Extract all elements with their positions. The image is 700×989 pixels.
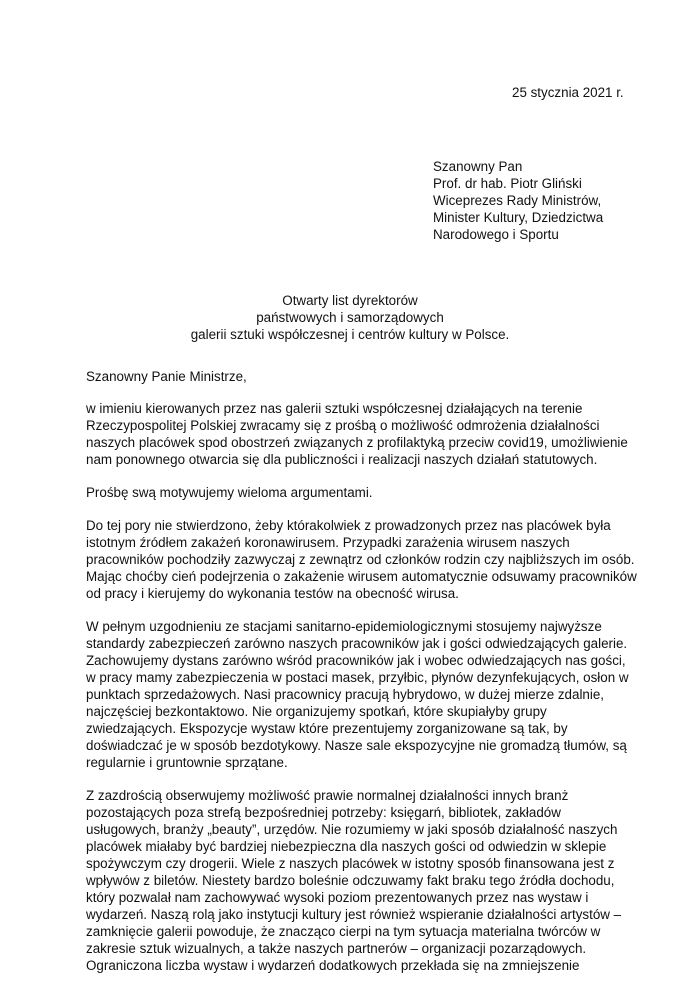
paragraph-line: istotnym źródłem zakażeń koronawirusem. Przypadki zarażenia wirusem naszych <box>86 535 570 550</box>
paragraph-line: zwiedzających. Ekspozycje wystaw które prezentujemy zorganizowane są tak, by <box>86 721 568 736</box>
addressee-line: Prof. dr hab. Piotr Gliński <box>433 176 582 191</box>
paragraph-line: najczęściej bezkontaktowo. Nie organizujemy spotkań, które skupiałyby grupy <box>86 704 547 719</box>
paragraph-line: zamknięcie galerii powoduje, że znacząco cierpi na tym sytuacja materialna twórców w <box>86 924 601 939</box>
paragraph-line: spożywczym czy drogerii. Wiele z naszych placówek w istotny sposób finansowana jest z <box>86 856 615 871</box>
paragraph-line: doświadczać je w sposób bezdotykowy. Nasze sale ekspozycyjne nie gromadzą tłumów, są <box>86 738 627 753</box>
paragraph-line: zakresie sztuk wizualnych, a także naszych partnerów – organizacji pozarządowych. <box>86 941 587 956</box>
title-line: Otwarty list dyrektorów <box>282 293 418 308</box>
paragraph-line: wydarzeń. Naszą rolą jako instytucji kultury jest również wspieranie działalności artystów – <box>86 907 622 922</box>
paragraph-line: Zachowujemy dystans zarówno wśród pracowników jak i wobec odwiedzających nas gości, <box>86 653 626 668</box>
paragraph-line: pozostających poza strefą bezpośredniej potrzeby: księgarń, bibliotek, zakładów <box>86 805 561 820</box>
letter-date: 25 stycznia 2021 r. <box>512 85 624 100</box>
title-line: galerii sztuki współczesnej i centrów kultury w Polsce. <box>190 327 510 342</box>
addressee-line: Narodowego i Sportu <box>433 227 559 242</box>
paragraph-line: od pracy i kierujemy do wykonania testów na obecność wirusa. <box>86 586 459 601</box>
paragraph-line: punktach sprzedażowych. Nasi pracownicy pracują hybrydowo, w dużej mierze zdalnie, <box>86 687 605 702</box>
paragraph-line: Prośbę swą motywujemy wieloma argumentami. <box>86 485 373 500</box>
paragraph-line: regularnie i gruntownie sprzątane. <box>86 755 288 770</box>
addressee-line: Szanowny Pan <box>433 159 523 174</box>
paragraph-line: naszych placówek spod obostrzeń związanych z profilaktyką przeciw covid19, umożliwienie <box>86 435 628 450</box>
paragraph-line: w pracy mamy zabezpieczenia w postaci masek, przyłbic, płynów dezynfekujących, osłon w <box>86 670 629 685</box>
paragraph-line: pracowników pochodziły zazwyczaj z zewnątrz od członków rodzin czy najbliższych im osób. <box>86 552 635 567</box>
paragraph-line: Mając choćby cień podejrzenia o zakażenie wirusem automatycznie odsuwamy pracowników <box>86 569 637 584</box>
paragraph-line: Z zazdrością obserwujemy możliwość prawie normalnej działalności innych branż <box>86 788 569 803</box>
paragraph-line: W pełnym uzgodnieniu ze stacjami sanitarno-epidemiologicznymi stosujemy najwyższe <box>86 619 602 634</box>
paragraph-line: wpływów z biletów. Niestety bardzo boleśnie odczuwamy fakt braku tego źródła dochodu, <box>86 873 615 888</box>
paragraph-line: Do tej pory nie stwierdzono, żeby którakolwiek z prowadzonych przez nas placówek była <box>86 518 611 533</box>
paragraph-line: placówek miałaby być bardziej niebezpieczna dla naszych gości od odwiedzin w sklepie <box>86 839 607 854</box>
paragraph-line: usługowych, branży „beauty”, urzędów. Nie rozumiemy w jaki sposób działalność naszych <box>86 822 618 837</box>
title-line: państwowych i samorządowych <box>256 310 444 325</box>
addressee-line: Minister Kultury, Dziedzictwa <box>433 210 604 225</box>
paragraph-line: nam ponownego otwarcia się dla publiczności i realizacji naszych działań statutowych. <box>86 452 598 467</box>
paragraph-line: standardy zabezpieczeń zarówno naszych pracowników jak i gości odwiedzających galerie. <box>86 636 628 651</box>
paragraph-line: który pozwalał nam zachowywać wysoki poziom prezentowanych przez nas wystaw i <box>86 890 589 905</box>
salutation: Szanowny Panie Ministrze, <box>86 369 247 384</box>
paragraph-line: Rzeczypospolitej Polskiej zwracamy się z prośbą o możliwość odmrożenia działalności <box>86 418 600 433</box>
paragraph-line: Ograniczona liczba wystaw i wydarzeń dodatkowych przekłada się na zmniejszenie <box>86 958 580 973</box>
addressee-line: Wiceprezes Rady Ministrów, <box>433 193 602 208</box>
paragraph-line: w imieniu kierowanych przez nas galerii sztuki współczesnej działających na terenie <box>86 401 583 416</box>
